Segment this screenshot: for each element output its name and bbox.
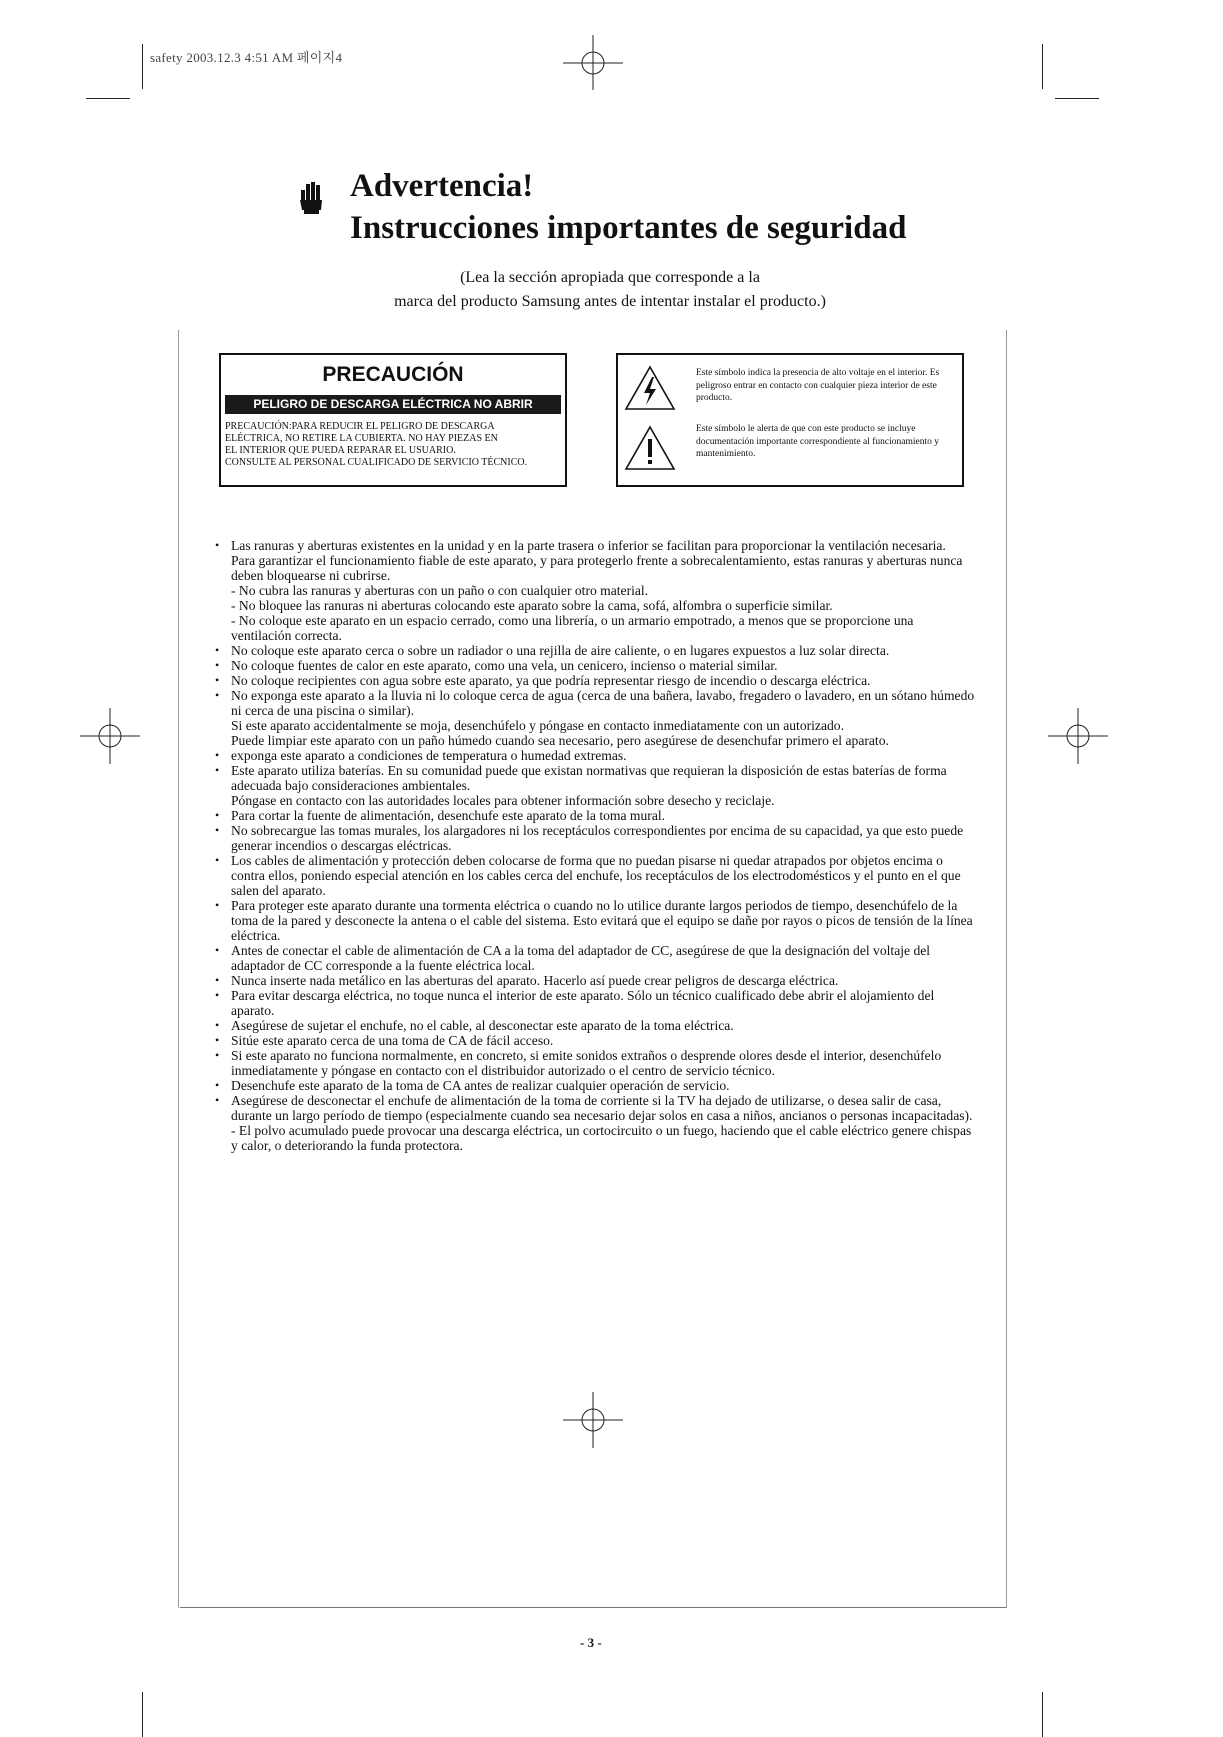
crop-mark — [142, 44, 143, 89]
lightning-triangle-icon — [624, 365, 676, 411]
precaution-title: PRECAUCIÓN — [322, 363, 464, 386]
registration-crosshair-icon — [1048, 708, 1108, 768]
page-number: - 3 - — [580, 1635, 602, 1650]
list-item: • Sitúe este aparato cerca de una toma de CA de fácil acceso. — [215, 1033, 975, 1048]
exclamation-triangle-icon — [624, 425, 676, 471]
list-item: • Para proteger este aparato durante una tormenta eléctrica o cuando no lo utilice durante largos periodos de tiempo, desenchúfelo de la toma de la pared y desconecte la antena o el cable del sistema. Esto evitará que el equipo se dañe por rayos o picos de tensión de la línea eléctrica. — [215, 898, 975, 943]
precaution-band: PELIGRO DE DESCARGA ELÉCTRICA NO ABRIR — [225, 395, 561, 414]
list-item: • No coloque fuentes de calor en este aparato, como una vela, un cenicero, incienso o material similar. — [215, 658, 975, 673]
list-item: • Desenchufe este aparato de la toma de CA antes de realizar cualquier operación de servicio. — [215, 1078, 975, 1093]
list-item: Póngase en contacto con las autoridades locales para obtener información sobre desecho y reciclaje. — [231, 793, 775, 808]
list-item: • Asegúrese de sujetar el enchufe, no el cable, al desconectar este aparato de la toma eléctrica. — [215, 1018, 975, 1033]
list-item: • Antes de conectar el cable de alimentación de CA a la toma del adaptador de CC, asegúrese de que la designación del voltaje del adaptador de CC corresponde a la fuente eléctrica local. — [215, 943, 975, 973]
intro-line: (Lea la sección apropiada que corresponde a la — [460, 269, 760, 286]
safety-instructions-list — [215, 538, 975, 1153]
list-item: • No sobrecargue las tomas murales, los alargadores ni los receptáculos correspondientes por encima de su capacidad, ya que esto puede generar incendios o descargas eléctricas. — [215, 823, 975, 853]
precaution-line: EL INTERIOR QUE PUEDA REPARAR EL USUARIO. — [225, 445, 456, 456]
list-item: • Los cables de alimentación y protección deben colocarse de forma que no puedan pisarse ni quedar atrapados por objetos encima o contra ellos, poniendo especial atención en los cables cerca del enchufe, los receptáculos de los electrodomésticos y el punto en el que salen del aparato. — [215, 853, 975, 898]
lightning-symbol-text: Este símbolo indica la presencia de alto voltaje en el interior. Es peligroso entrar en contacto con cualquier pieza interior de este producto. — [696, 368, 940, 403]
intro-note — [300, 266, 920, 314]
crop-mark — [1042, 44, 1043, 89]
list-item: • No exponga este aparato a la lluvia ni lo coloque cerca de agua (cerca de una bañera, lavabo, fregadero o lavadero, en un sótano húmedo ni cerca de una piscina o similar). — [215, 688, 975, 718]
list-item: • Asegúrese de desconectar el enchufe de alimentación de la toma de corriente si la TV ha dejado de utilizarse, o desea salir de casa, durante un largo período de tiempo (especialmente cuando sea necesario dejar solos en casa a niños, ancianos o personas incapacitadas). — [215, 1093, 975, 1123]
list-item: • No coloque este aparato cerca o sobre un radiador o una rejilla de aire caliente, o en lugares expuestos a luz solar directa. — [215, 643, 975, 658]
symbol-legend-box — [616, 353, 964, 487]
crop-mark — [1042, 1692, 1043, 1737]
crop-mark — [1055, 98, 1099, 99]
intro-line: marca del producto Samsung antes de intentar instalar el producto.) — [394, 293, 826, 310]
print-stamp: safety 2003.12.3 4:51 AM 페이지4 — [150, 50, 343, 65]
crop-mark — [86, 98, 130, 99]
list-item: - No bloquee las ranuras ni aberturas colocando este aparato sobre la cama, sofá, alfombra o superficie similar. — [231, 598, 833, 613]
list-item: - No coloque este aparato en un espacio cerrado, como una librería, o un armario empotrado, a menos que se proporcione una ventilación correcta. — [231, 613, 914, 643]
frame-line — [180, 1607, 1006, 1608]
frame-line — [178, 330, 179, 1608]
page-title: Advertencia! — [350, 168, 534, 204]
list-item: • exponga este aparato a condiciones de temperatura o humedad extremas. — [215, 748, 975, 763]
list-item: • Para cortar la fuente de alimentación, desenchufe este aparato de la toma mural. — [215, 808, 975, 823]
list-item: Si este aparato accidentalmente se moja, desenchúfelo y póngase en contacto inmediatamente con un autorizado. — [231, 718, 844, 733]
crop-mark — [142, 1692, 143, 1737]
registration-crosshair-icon — [563, 1392, 623, 1452]
exclamation-symbol-text: Este símbolo le alerta de que con este producto se incluye documentación importante correspondiente al funcionamiento y mantenimiento. — [696, 424, 939, 459]
precaution-line: PRECAUCIÓN:PARA REDUCIR EL PELIGRO DE DESCARGA — [225, 421, 495, 432]
hand-warning-icon — [298, 180, 324, 214]
list-item: • Las ranuras y aberturas existentes en la unidad y en la parte trasera o inferior se facilitan para proporcionar la ventilación necesaria. — [215, 538, 975, 553]
list-item: - No cubra las ranuras y aberturas con un paño o con cualquier otro material. — [231, 583, 649, 598]
frame-line — [1006, 330, 1007, 1608]
precaution-text — [225, 421, 561, 469]
precaution-line: ELÉCTRICA, NO RETIRE LA CUBIERTA. NO HAY PIEZAS EN — [225, 433, 498, 444]
list-item: Para garantizar el funcionamiento fiable de este aparato, y para protegerlo frente a sobrecalentamiento, estas ranuras y aberturas nunca deben bloquearse ni cubrirse. — [231, 553, 963, 583]
list-item: • Nunca inserte nada metálico en las aberturas del aparato. Hacerlo así puede crear peligros de descarga eléctrica. — [215, 973, 975, 988]
precaution-line: CONSULTE AL PERSONAL CUALIFICADO DE SERVICIO TÉCNICO. — [225, 457, 528, 468]
list-item: Puede limpiar este aparato con un paño húmedo cuando sea necesario, pero asegúrese de desenchufar primero el aparato. — [231, 733, 889, 748]
page-subtitle-heading: Instrucciones importantes de seguridad — [350, 210, 907, 246]
registration-crosshair-icon — [80, 708, 140, 768]
list-item: • Este aparato utiliza baterías. En su comunidad puede que existan normativas que requieran la disposición de estas baterías de forma adecuada bajo consideraciones ambientales. — [215, 763, 975, 793]
registration-crosshair-icon — [563, 35, 623, 95]
list-item: - El polvo acumulado puede provocar una descarga eléctrica, un cortocircuito o un fuego, haciendo que el cable eléctrico genere chispas y calor, o deteriorando la funda protectora. — [231, 1123, 972, 1153]
list-item: • Si este aparato no funciona normalmente, en concreto, si emite sonidos extraños o desprende olores desde el interior, desenchúfelo inmediatamente y póngase en contacto con el distribuidor autorizado o el centro de servicio técnico. — [215, 1048, 975, 1078]
list-item: • No coloque recipientes con agua sobre este aparato, ya que podría representar riesgo de incendio o descarga eléctrica. — [215, 673, 975, 688]
precaution-box — [219, 353, 567, 487]
list-item: • Para evitar descarga eléctrica, no toque nunca el interior de este aparato. Sólo un técnico cualificado debe abrir el alojamiento del aparato. — [215, 988, 975, 1018]
